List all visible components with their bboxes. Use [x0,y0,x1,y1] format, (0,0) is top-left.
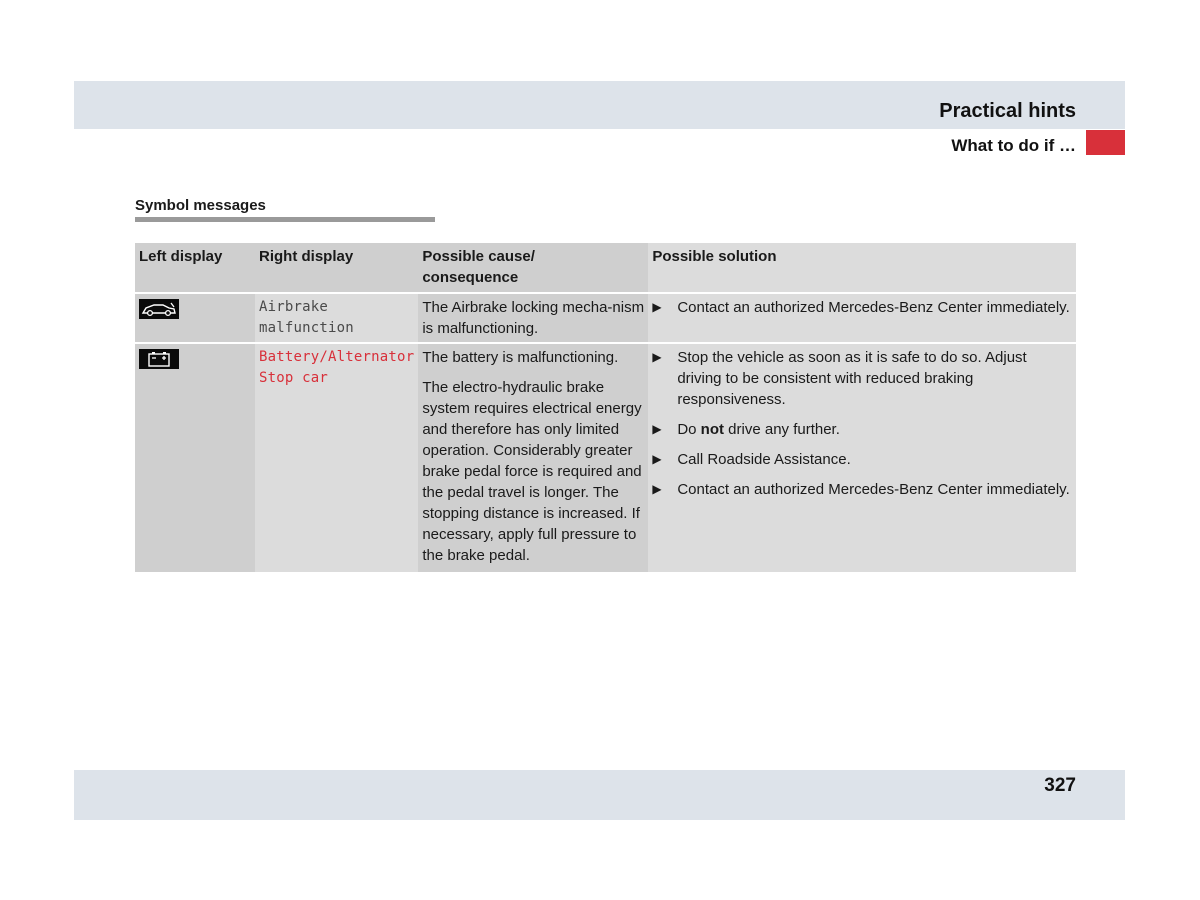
chapter-title: Practical hints [939,100,1076,122]
sub-heading: Symbol messages [135,197,266,214]
display-message-line: Airbrake [259,299,329,315]
cause-cell [418,343,648,572]
chapter-tab-marker [1086,130,1125,155]
page-number: 327 [1044,775,1076,796]
solution-text: Call Roadside Assistance. [677,451,851,468]
left-display-cell [135,293,255,343]
cause-text: The Airbrake locking mecha-nism is malfunctioning. [422,299,645,337]
cause-text: The battery is malfunctioning. [422,349,619,366]
solution-item [652,479,1072,500]
left-display-cell [135,343,255,572]
footer-band [74,770,1125,820]
solution-text: Stop the vehicle as soon as it is safe to do so. Adjust driving to be consistent with reduced braking responsiveness. [677,349,1027,408]
solution-item [652,449,1072,470]
bullet-triangle-icon: ▶ [652,422,662,436]
cause-cell [418,293,648,343]
table-row [135,293,1076,343]
display-message-line: Stop car [259,370,329,386]
bullet-triangle-icon: ▶ [652,300,662,314]
solution-item [652,347,1072,410]
emphasis-not: not [700,421,724,438]
sub-heading-rule [135,217,435,222]
battery-icon [139,349,179,369]
solution-text: Contact an authorized Mercedes-Benz Center immediately. [677,481,1070,498]
solution-item [652,297,1072,318]
display-message-line: malfunction [259,320,354,336]
solution-text: Contact an authorized Mercedes-Benz Center immediately. [677,299,1070,316]
table-header-row [135,243,1076,293]
section-title: What to do if … [951,136,1076,155]
bullet-triangle-icon: ▶ [652,350,662,364]
bullet-triangle-icon: ▶ [652,452,662,466]
display-message-line: Battery/Alternator [259,349,415,365]
solution-cell [648,293,1076,343]
header-possible-cause: Possible cause/ consequence [418,243,648,293]
right-display-cell [255,343,418,572]
solution-cell [648,343,1076,572]
right-display-cell [255,293,418,343]
bullet-triangle-icon: ▶ [652,482,662,496]
header-right-display: Right display [255,243,418,293]
cause-text: The electro-hydraulic brake system requires electrical energy and therefore has only limited operation. Considerably greater brake pedal force is required and the pedal travel is longer. The stopping distance is increased. If necessary, apply full pressure to the brake pedal. [422,379,642,564]
solution-item [652,419,1072,440]
car-brake-icon [139,299,179,319]
header-left-display: Left display [135,243,255,293]
symbol-messages-table [135,243,1076,572]
header-possible-solution: Possible solution [648,243,1076,293]
table-row [135,343,1076,572]
solution-text: Do not drive any further. [677,421,840,438]
